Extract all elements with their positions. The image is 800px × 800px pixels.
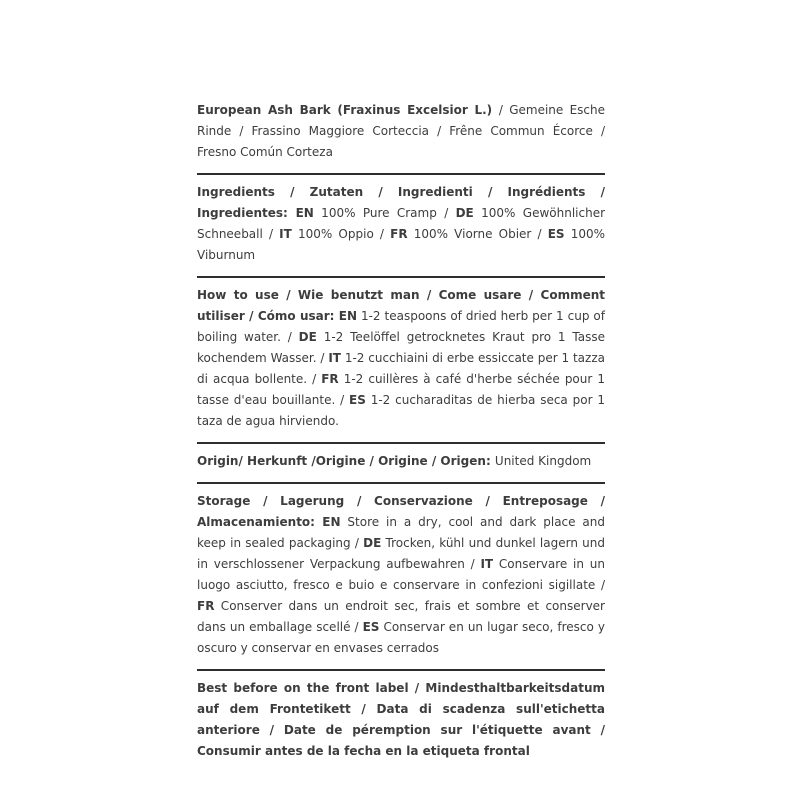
text-segment: 100% Viorne Obier /	[407, 227, 548, 241]
text-segment: FR	[321, 372, 339, 386]
text-segment: 100% Gewöhnlicher Schneeball /	[197, 206, 606, 241]
divider	[197, 276, 605, 278]
text-segment: Best before on the front label / Mindesthaltbarkeitsdatum auf dem Frontetikett / Data di scadenza sull'etichetta anteriore / Date de péremption sur l'étiquette avant / Consumir antes de la fecha en la etiqueta frontal	[197, 681, 605, 758]
text-segment: How to use / Wie benutzt man / Come usare / Comment utiliser / Cómo usar:	[197, 288, 605, 323]
text-segment: 100% Oppio /	[291, 227, 391, 241]
divider	[197, 482, 605, 484]
section-product-name	[197, 100, 605, 163]
divider	[197, 669, 605, 671]
section-best-before	[197, 678, 605, 762]
text-segment: / Gemeine Esche Rinde / Frassino Maggiore Corteccia / Frêne Commun Écorce / Fresno Común Corteza	[197, 103, 605, 159]
text-segment: Ingredients / Zutaten / Ingredienti / Ingrédients / Ingredientes:	[197, 185, 605, 220]
text-segment: IT	[279, 227, 292, 241]
text-segment: Conservare in un luogo asciutto, fresco e buio e conservare in confezioni sigillate /	[197, 557, 605, 592]
text-segment: European Ash Bark (Fraxinus Excelsior L.)	[197, 103, 499, 117]
text-segment: EN	[295, 206, 314, 220]
text-segment: EN	[322, 515, 341, 529]
label-content	[197, 100, 605, 762]
text-segment: IT	[328, 351, 341, 365]
text-segment: Origin/ Herkunft /Origine / Origine / Origen:	[197, 454, 495, 468]
text-segment: FR	[390, 227, 408, 241]
divider	[197, 173, 605, 175]
text-segment: IT	[480, 557, 494, 571]
text-segment: Conservar en un lugar seco, fresco y oscuro y conservar en envases cerrados	[197, 620, 605, 655]
text-segment: DE	[455, 206, 474, 220]
text-segment: 1-2 Teelöffel getrocknetes Kraut pro 1 Tasse kochendem Wasser. /	[197, 330, 605, 365]
text-segment: United Kingdom	[494, 454, 592, 468]
text-segment: Trocken, kühl und dunkel lagern und in verschlossener Verpackung aufbewahren /	[197, 536, 605, 571]
text-segment: 1-2 cucchiaini di erbe essiccate per 1 tazza di acqua bollente. /	[197, 351, 605, 386]
text-segment: ES	[349, 393, 366, 407]
section-storage	[197, 491, 605, 659]
text-segment: Store in a dry, cool and dark place and keep in sealed packaging /	[197, 515, 606, 550]
text-segment: 1-2 teaspoons of dried herb per 1 cup of boiling water. /	[197, 309, 605, 344]
text-segment: ES	[547, 227, 565, 241]
text-segment: 100% Viburnum	[197, 227, 605, 262]
text-segment: Storage / Lagerung / Conservazione / Entreposage / Almacenamiento:	[197, 494, 605, 529]
text-segment: 100% Pure Cramp /	[313, 206, 456, 220]
text-segment: EN	[338, 309, 358, 323]
text-segment: DE	[363, 536, 382, 550]
text-segment: ES	[362, 620, 380, 634]
text-segment: DE	[298, 330, 317, 344]
section-origin	[197, 451, 605, 472]
text-segment: 1-2 cuillères à café d'herbe séchée pour 1 tasse d'eau bouillante. /	[197, 372, 605, 407]
text-segment: 1-2 cucharaditas de hierba seca por 1 taza de agua hirviendo.	[197, 393, 605, 428]
text-segment: Conserver dans un endroit sec, frais et sombre et conserver dans un emballage scellé /	[197, 599, 605, 634]
divider	[197, 442, 605, 444]
text-segment: FR	[197, 599, 215, 613]
section-ingredients	[197, 182, 605, 266]
section-how-to-use	[197, 285, 605, 432]
